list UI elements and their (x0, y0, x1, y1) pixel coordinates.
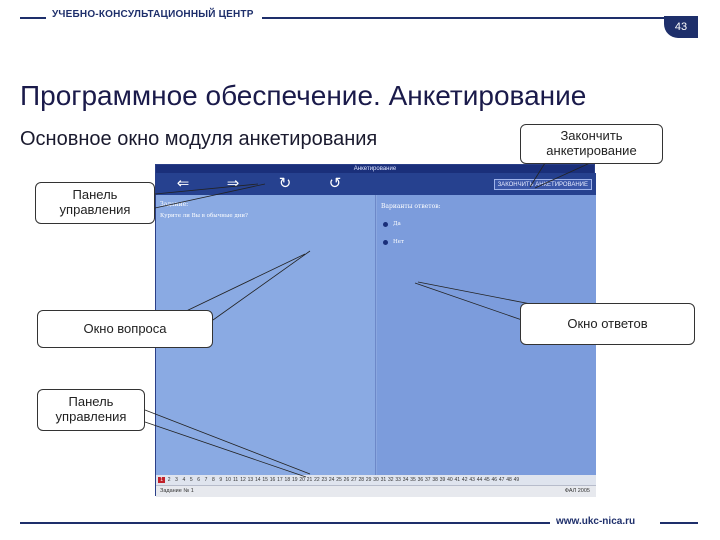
question-number-item[interactable]: 4 (182, 477, 186, 483)
question-number-item[interactable]: 42 (461, 477, 468, 483)
question-number-item[interactable]: 11 (233, 477, 239, 483)
answer-option-label: Да (393, 221, 401, 227)
question-number-item[interactable]: 35 (410, 477, 416, 483)
question-number-item[interactable]: 16 (269, 477, 276, 483)
question-number-item[interactable]: 31 (380, 477, 387, 483)
question-number-item[interactable]: 12 (240, 477, 246, 483)
question-number-item[interactable]: 47 (498, 477, 505, 483)
question-label: Задание: (160, 201, 189, 208)
question-number-item[interactable]: 8 (212, 477, 215, 483)
question-number-item[interactable]: 38 (432, 477, 438, 483)
question-number-item[interactable]: 26 (343, 477, 350, 483)
header-brand: УЧЕБНО-КОНСУЛЬТАЦИОННЫЙ ЦЕНТР (52, 9, 254, 20)
question-number-item[interactable]: 14 (254, 477, 261, 483)
status-copyright: ФАЛ 2005 (564, 488, 590, 494)
question-number-item[interactable]: 45 (484, 477, 490, 483)
forward-arrow-icon[interactable]: ⇒ (226, 175, 240, 192)
undo-icon[interactable]: ↺ (328, 175, 342, 192)
question-number-item[interactable]: 3 (175, 477, 178, 483)
question-number-item[interactable]: 22 (314, 477, 320, 483)
question-number-item[interactable]: 21 (306, 477, 313, 483)
question-number-item[interactable]: 34 (402, 477, 409, 483)
slide-title: Программное обеспечение. Анкетирование (20, 80, 587, 111)
answer-option-label: Нет (393, 239, 405, 245)
radio-bullet-icon[interactable] (383, 222, 388, 227)
header-rule-left (20, 17, 46, 19)
footer-rule-left (20, 522, 550, 524)
question-number-item[interactable]: 6 (197, 477, 201, 483)
finish-survey-button[interactable]: ЗАКОНЧИТЬ АНКЕТИРОВАНИЕ (494, 179, 592, 190)
question-number-bar (156, 475, 596, 485)
answer-option-yes[interactable] (383, 221, 401, 227)
question-number-item[interactable]: 39 (439, 477, 446, 483)
radio-bullet-icon[interactable] (383, 240, 388, 245)
question-number-item[interactable]: 28 (358, 477, 365, 483)
question-number-item[interactable]: 30 (373, 477, 379, 483)
question-number-item[interactable]: 19 (291, 477, 298, 483)
question-number-item[interactable]: 24 (328, 477, 335, 483)
question-number-item[interactable]: 25 (336, 477, 342, 483)
question-number-item[interactable]: 23 (321, 477, 328, 483)
question-number-item[interactable]: 17 (277, 477, 283, 483)
callout-question-window: Окно вопроса (37, 310, 213, 348)
question-number-item[interactable]: 43 (469, 477, 475, 483)
question-number-item[interactable]: 10 (225, 477, 231, 483)
question-number-item[interactable]: 44 (476, 477, 483, 483)
header-rule-right (262, 17, 698, 19)
question-number-item[interactable]: 36 (417, 477, 424, 483)
control-panel-toolbar (156, 173, 596, 195)
status-task-number: Задание № 1 (160, 488, 194, 494)
question-number-item[interactable]: 2 (167, 477, 171, 483)
question-number-item[interactable]: 27 (351, 477, 357, 483)
answer-option-no[interactable] (383, 239, 404, 245)
back-arrow-icon[interactable]: ⇐ (176, 175, 190, 192)
callout-control-panel-top: Панель управления (35, 182, 155, 224)
question-number-item[interactable]: 32 (388, 477, 394, 483)
question-number-item[interactable]: 49 (513, 477, 520, 483)
app-title-bar: Анкетирование (156, 165, 594, 173)
question-number-item[interactable]: 46 (491, 477, 498, 483)
question-number-item[interactable]: 48 (506, 477, 512, 483)
question-text: Курите ли Вы в обычные дни? (160, 213, 248, 219)
question-number-item[interactable]: 13 (247, 477, 254, 483)
redo-icon[interactable]: ↻ (278, 175, 292, 192)
answers-label: Варианты ответов: (381, 203, 441, 210)
question-number-item[interactable]: 40 (447, 477, 453, 483)
footer-url: www.ukc-nica.ru (556, 516, 636, 527)
question-number-item[interactable]: 18 (284, 477, 291, 483)
question-number-item[interactable]: 9 (219, 477, 223, 483)
question-number-item[interactable]: 37 (424, 477, 431, 483)
question-number-item[interactable]: 5 (189, 477, 193, 483)
question-number-item[interactable]: 33 (395, 477, 401, 483)
status-bar (156, 485, 596, 497)
question-number-item[interactable]: 7 (204, 477, 208, 483)
callout-answers-window: Окно ответов (520, 303, 695, 345)
question-number-item[interactable]: 41 (454, 477, 461, 483)
callout-finish-survey: Закончить анкетирование (520, 124, 663, 164)
question-number-item[interactable]: 29 (365, 477, 372, 483)
footer-rule-right (660, 522, 698, 524)
question-number-item[interactable]: 15 (262, 477, 268, 483)
slide-subtitle: Основное окно модуля анкетирования (20, 128, 378, 150)
page-number: 43 (664, 16, 698, 38)
callout-control-panel-bottom: Панель управления (37, 389, 145, 431)
question-number-item[interactable]: 1 (158, 477, 165, 483)
question-number-item[interactable]: 20 (299, 477, 305, 483)
